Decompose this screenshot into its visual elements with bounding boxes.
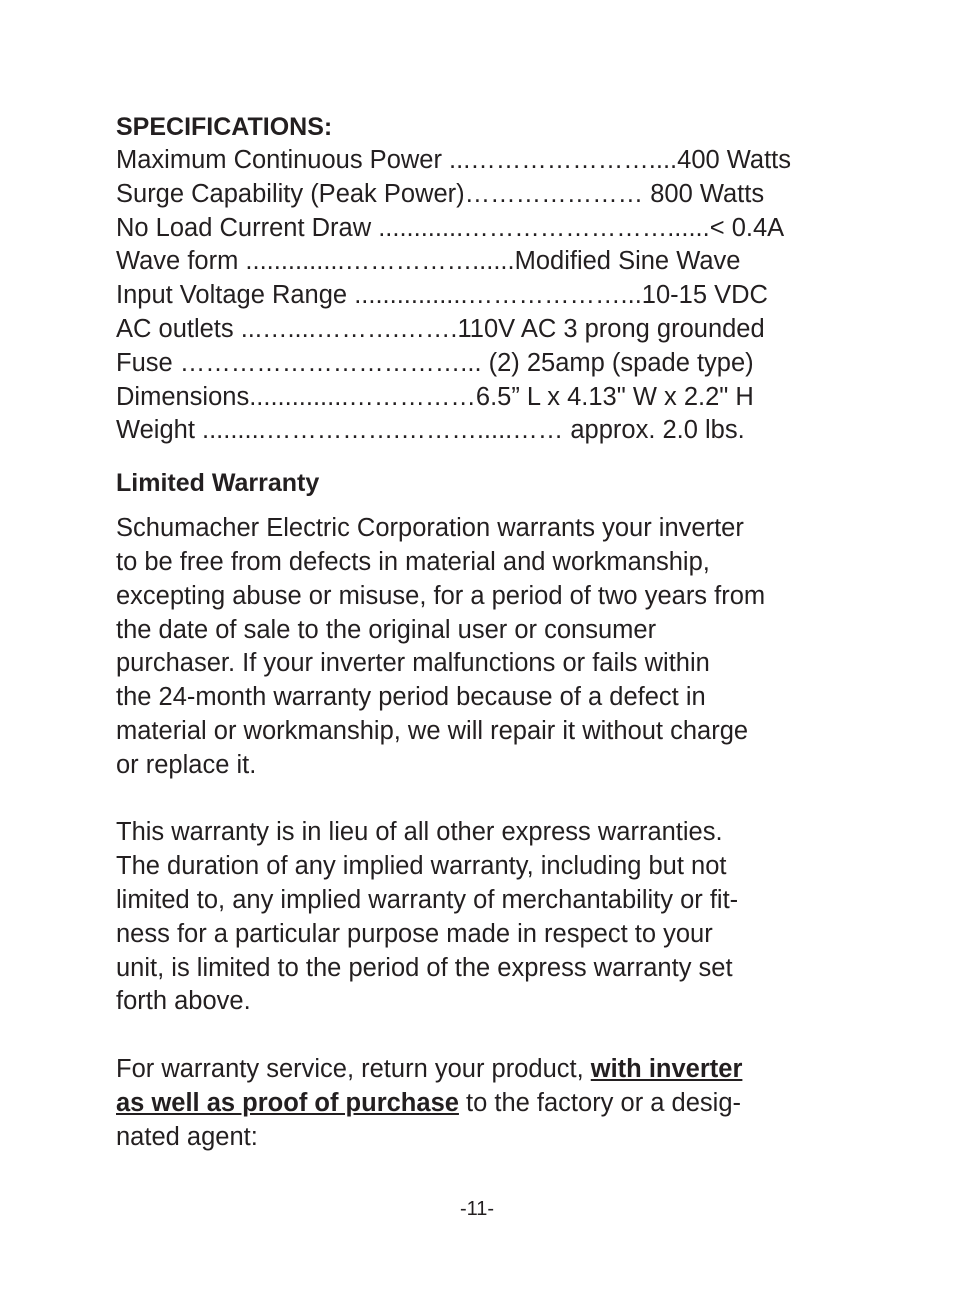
spec-row-max-continuous-power: Maximum Continuous Power ...…………………....400 Watts — [116, 146, 791, 174]
spec-row-surge-capability: Surge Capability (Peak Power)………………… 800 Watts — [116, 179, 765, 208]
paragraph-line: forth above. — [116, 987, 251, 1016]
paragraph-line: purchaser. If your inverter malfunctions or fails within — [116, 649, 710, 678]
spec-row-wave-form: Wave form ..............……………......Modified Sine Wave — [116, 247, 741, 276]
paragraph-line: unit, is limited to the period of the express warranty set — [116, 953, 733, 982]
spec-row-dimensions: Dimensions..............……………6.5” L x 4.13" W x 2.2" H — [116, 382, 754, 411]
specifications-section — [116, 110, 840, 448]
service-emphasis: with inverter — [590, 1054, 743, 1083]
warranty-section — [116, 466, 840, 1154]
specifications-list — [116, 144, 840, 448]
spec-row-input-voltage: Input Voltage Range ................………………...10-15 VDC — [116, 281, 768, 310]
paragraph-line — [116, 1087, 840, 1121]
page-number: -11- — [459, 1198, 495, 1220]
paragraph-spacer — [116, 783, 840, 817]
specifications-heading: SPECIFICATIONS: — [116, 113, 333, 141]
paragraph-line: ness for a particular purpose made in respect to your — [116, 919, 713, 948]
paragraph-line: Schumacher Electric Corporation warrants your inverter — [116, 514, 744, 543]
paragraph-line: excepting abuse or misuse, for a period of two years from — [116, 581, 766, 610]
paragraph-line: to be free from defects in material and workmanship, — [116, 547, 710, 576]
paragraph-spacer — [116, 1019, 840, 1053]
page-content — [116, 110, 840, 1154]
spec-row-weight: Weight .........…………….……….....…… approx. 2.0 lbs. — [116, 416, 745, 445]
warranty-paragraph-service — [116, 1053, 840, 1154]
service-text: For warranty service, return your product, — [116, 1054, 591, 1083]
service-emphasis: as well as proof of purchase — [116, 1088, 459, 1117]
paragraph-line: material or workmanship, we will repair it without charge — [116, 716, 749, 745]
service-text: to the factory or a desig- — [458, 1088, 741, 1117]
paragraph-line — [116, 1053, 840, 1087]
paragraph-line: the 24-month warranty period because of a defect in — [116, 683, 706, 712]
warranty-paragraph-limitations — [116, 816, 840, 1019]
paragraph-line: The duration of any implied warranty, including but not — [116, 852, 727, 881]
spec-row-fuse: Fuse ……………………………... (2) 25amp (spade type) — [116, 348, 754, 377]
paragraph-line: limited to, any implied warranty of merchantability or fit- — [116, 885, 739, 914]
paragraph-line: the date of sale to the original user or consumer — [116, 615, 657, 644]
spec-row-ac-outlets: AC outlets ...…....……….…….110V AC 3 prong grounded — [116, 314, 765, 343]
paragraph-line: or replace it. — [116, 750, 257, 779]
warranty-paragraph-coverage — [116, 512, 840, 782]
warranty-heading: Limited Warranty — [116, 469, 320, 498]
paragraph-line: This warranty is in lieu of all other express warranties. — [116, 818, 723, 847]
paragraph-line: nated agent: — [116, 1122, 258, 1151]
spec-row-no-load-current: No Load Current Draw ............……………………......< 0.4A — [116, 213, 785, 242]
